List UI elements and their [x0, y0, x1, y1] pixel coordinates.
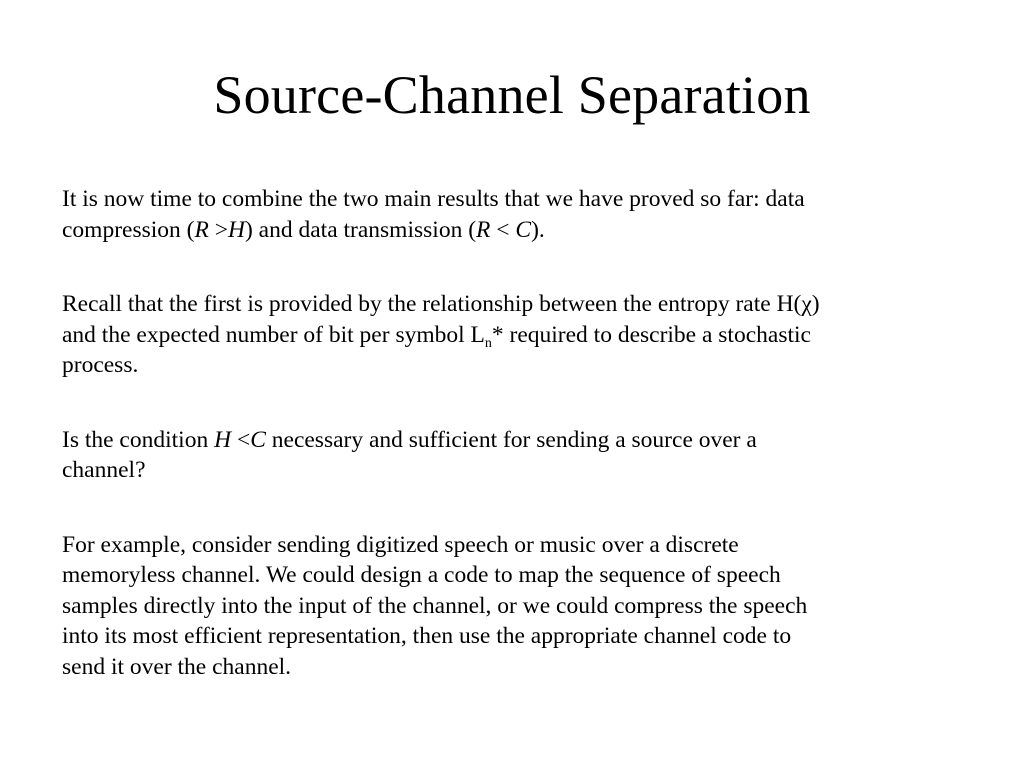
text-run: channel?	[62, 457, 146, 483]
text-run: >	[208, 216, 228, 243]
paragraph-combine-results	[62, 184, 972, 245]
math-var-H: H	[214, 426, 232, 453]
text-line	[62, 652, 972, 683]
text-run: samples directly into the input of the channel, or we could compress the speech	[62, 592, 808, 619]
text-run: <	[490, 216, 516, 243]
math-var-H: H	[228, 216, 245, 243]
text-line	[62, 425, 972, 456]
text-run: memoryless channel. We could design a code to map the sequence of speech	[62, 562, 781, 588]
text-run: send it over the channel.	[62, 653, 292, 680]
paragraph-condition-question	[62, 425, 972, 486]
paragraph-speech-example	[62, 530, 972, 683]
text-line	[62, 320, 972, 351]
slide-body	[62, 184, 972, 726]
text-run: and the expected number of bit per symbol L	[62, 321, 485, 348]
text-run: necessary and sufficient for sending a source over a	[265, 426, 757, 453]
text-run: For example, consider sending digitized speech or music over a discrete	[62, 531, 739, 558]
text-run: ) and data transmission (	[244, 216, 477, 243]
text-line	[62, 621, 972, 652]
text-run: compression (	[62, 216, 195, 243]
slide-title: Source-Channel Separation	[213, 65, 811, 125]
text-line	[62, 184, 972, 215]
text-run: <	[231, 426, 251, 453]
math-var-C: C	[515, 216, 532, 243]
text-run: Recall that the first is provided by the relationship between the entropy rate H(χ)	[62, 291, 820, 317]
subscript-n: n	[484, 335, 492, 351]
text-line	[62, 350, 972, 381]
paragraph-recall-entropy	[62, 289, 972, 381]
text-line	[62, 289, 972, 320]
text-run: into its most efficient representation, then use the appropriate channel code to	[62, 623, 792, 649]
text-run: ).	[531, 216, 545, 243]
text-line	[62, 560, 972, 591]
text-run: * required to describe a stochastic	[491, 321, 811, 348]
math-var-R: R	[476, 216, 491, 243]
text-run: process.	[62, 352, 139, 378]
text-line	[62, 455, 972, 486]
text-line	[62, 591, 972, 622]
text-run: It is now time to combine the two main results that we have proved so far: data	[62, 186, 805, 212]
math-var-R: R	[194, 216, 209, 243]
text-line	[62, 215, 972, 246]
text-run: Is the condition	[62, 426, 215, 453]
text-line	[62, 530, 972, 561]
math-var-C: C	[250, 426, 266, 453]
